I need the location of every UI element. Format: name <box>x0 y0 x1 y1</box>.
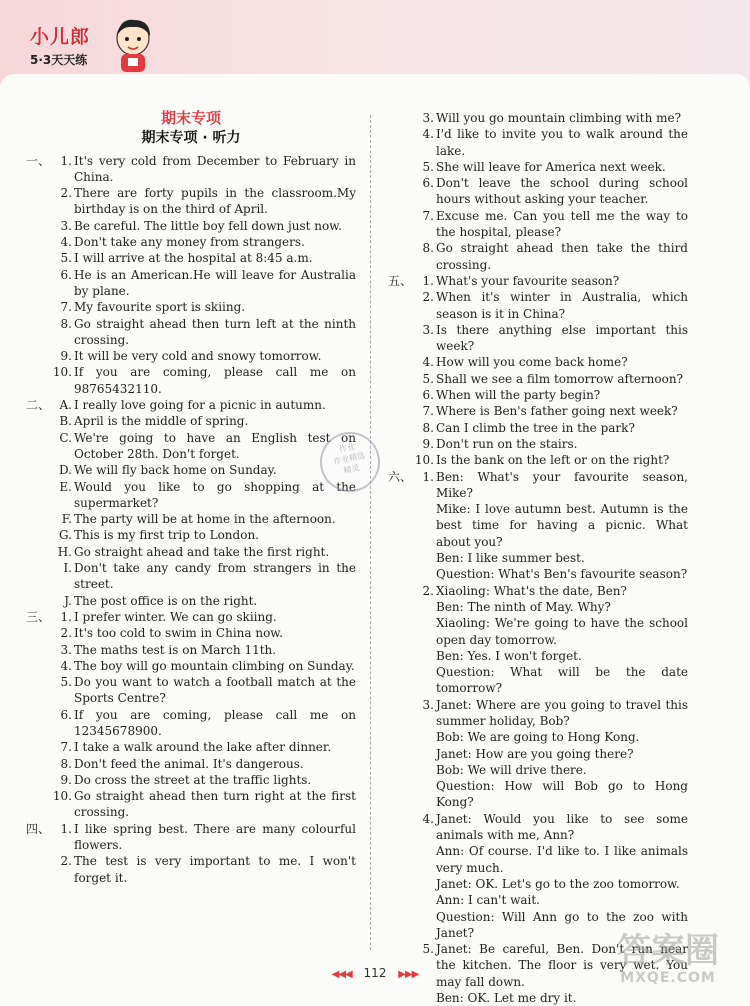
dialog-line: Ann: Of course. I'd like to. I like animals very much. <box>436 844 688 875</box>
list-item <box>50 153 356 186</box>
item-number: 2. <box>422 583 434 598</box>
item-number: 4. <box>60 658 72 673</box>
item-number: C. <box>59 430 72 445</box>
dialog-line: Ann: I can't wait. <box>436 893 540 908</box>
item-number: 4. <box>422 355 434 370</box>
list-item <box>50 853 356 886</box>
brand-subtitle: 5·3天天练 <box>30 53 88 67</box>
section-label: 四、 <box>26 821 51 836</box>
section <box>26 609 356 821</box>
list-item <box>50 234 356 250</box>
item-number: 3. <box>422 111 434 125</box>
item-text: Be careful. The little boy fell down just now. <box>74 218 342 233</box>
item-number: 6. <box>60 267 72 282</box>
item-text: Go straight ahead then turn right at the first crossing. <box>74 789 356 820</box>
item-number: H. <box>57 544 72 559</box>
item-number: F. <box>61 512 72 527</box>
list-item <box>412 289 688 322</box>
list-item <box>50 299 356 315</box>
item-text: We're going to have an English test on October 28th. Don't forget. <box>74 430 356 461</box>
list-item <box>50 511 356 527</box>
dialog-line: Janet: How are you going there? <box>436 746 634 761</box>
item-number: 3. <box>422 697 434 712</box>
item-number: 1. <box>60 609 72 624</box>
item-number: 7. <box>422 208 434 223</box>
item-number: D. <box>58 463 72 478</box>
item-text: Is there anything else important this week? <box>436 322 688 354</box>
dialog-line: Question: What's Ben's favourite season? <box>436 567 688 582</box>
list-item <box>50 397 356 413</box>
dialog-line: Xiaoling: We're going to have the school open day tomorrow. <box>436 616 688 647</box>
list-item <box>50 642 356 658</box>
dialog-line: Question: What will be the date tomorrow? <box>436 665 688 696</box>
section-label: 三、 <box>26 609 51 624</box>
item-text: Is the bank on the left or on the right? <box>436 453 670 468</box>
section-items <box>50 153 356 397</box>
list-item <box>412 208 688 241</box>
list-item <box>50 625 356 641</box>
list-item <box>412 322 688 355</box>
item-number: 10. <box>52 365 72 380</box>
list-item <box>412 387 688 403</box>
item-number: 1. <box>422 469 434 484</box>
dialog-item <box>412 583 688 697</box>
item-number: 4. <box>422 127 434 142</box>
item-number: 1. <box>422 273 434 288</box>
item-number: 8. <box>422 420 434 435</box>
list-item <box>412 403 688 419</box>
list-item <box>50 479 356 512</box>
dialog-line: Bob: We are going to Hong Kong. <box>436 730 640 745</box>
item-text: How will you come back home? <box>436 355 628 370</box>
list-item <box>50 739 356 755</box>
list-item <box>50 544 356 560</box>
item-text: Where is Ben's father going next week? <box>436 404 678 419</box>
item-number: 5. <box>422 371 434 386</box>
item-number: 2. <box>60 854 72 869</box>
list-item <box>50 413 356 429</box>
dialog-line: Janet: Be careful, Ben. Don't run near the kitchen. The floor is very wet. You may fall down. <box>436 942 688 989</box>
list-item <box>50 218 356 234</box>
list-item <box>50 707 356 740</box>
dialog-line: Ben: I like summer best. <box>436 551 585 566</box>
item-number: B. <box>59 414 72 429</box>
dialog-line: Xiaoling: What's the date, Ben? <box>436 583 627 598</box>
list-item <box>412 240 688 273</box>
section <box>388 273 688 469</box>
section <box>26 153 356 397</box>
page-subtitle: 期末专项 · 听力 <box>141 130 241 147</box>
section-label: 一、 <box>26 153 51 168</box>
list-item <box>50 674 356 707</box>
section-items <box>412 110 688 273</box>
item-text: He is an American.He will leave for Australia by plane. <box>74 267 356 298</box>
item-text: I like spring best. There are many colourful flowers. <box>74 821 356 853</box>
item-number: 3. <box>60 218 72 233</box>
item-text: Go straight ahead then take the third crossing. <box>436 241 688 272</box>
item-number: 2. <box>422 290 434 305</box>
item-text: If you are coming, please call me on 12345678900. <box>74 707 356 738</box>
item-text: Don't take any money from strangers. <box>74 235 305 250</box>
list-item <box>412 436 688 452</box>
item-number: I. <box>63 561 72 576</box>
section-items <box>412 273 688 469</box>
list-item <box>50 364 356 397</box>
item-text: Go straight ahead then turn left at the ninth crossing. <box>74 316 356 347</box>
item-number: J. <box>64 593 72 608</box>
page-number: 112 <box>363 966 387 980</box>
stamp-watermark: 作业 作业精选 精灵 <box>314 426 385 497</box>
list-item <box>50 348 356 364</box>
item-number: 1. <box>60 153 72 168</box>
list-item <box>50 267 356 300</box>
item-number: 6. <box>60 707 72 722</box>
item-text: We will fly back home on Sunday. <box>74 463 277 478</box>
item-text: Will you go mountain climbing with me? <box>436 111 682 125</box>
item-text: The party will be at home in the afternoon. <box>74 512 336 527</box>
dialog-line: Question: Will Ann go to the zoo with Janet? <box>436 909 688 940</box>
list-item <box>412 452 688 468</box>
item-text: When will the party begin? <box>436 388 601 403</box>
section <box>388 469 688 1006</box>
dialog-line: Ben: Yes. I won't forget. <box>436 648 582 663</box>
item-number: 3. <box>422 322 434 337</box>
list-item <box>50 430 356 463</box>
item-number: 5. <box>422 159 434 174</box>
item-text: Do cross the street at the traffic lights. <box>74 772 312 787</box>
item-text: I'd like to invite you to walk around the lake. <box>436 127 688 158</box>
item-text: Would you like to go shopping at the supermarket? <box>74 479 356 510</box>
section-items <box>412 469 688 1006</box>
item-number: A. <box>59 398 72 413</box>
dialog-item <box>412 469 688 583</box>
list-item <box>50 658 356 674</box>
list-item <box>412 420 688 436</box>
list-item <box>412 354 688 370</box>
section-label: 二、 <box>26 398 51 413</box>
item-text: I will arrive at the hospital at 8:45 a.m. <box>74 251 313 266</box>
list-item <box>50 185 356 218</box>
section-items <box>50 609 356 821</box>
section <box>388 110 688 273</box>
item-text: The test is very important to me. I won't forget it. <box>74 854 356 885</box>
item-text: This is my first trip to London. <box>74 528 259 543</box>
list-item <box>412 126 688 159</box>
item-text: It's too cold to swim in China now. <box>74 626 283 641</box>
dialog-line: Ben: OK. Let me dry it. <box>436 991 577 1006</box>
item-text: She will leave for America next week. <box>436 159 666 174</box>
dialog-item <box>412 811 688 941</box>
item-text: I take a walk around the lake after dinner. <box>74 740 332 755</box>
item-text: It's very cold from December to February in China. <box>74 153 356 184</box>
dialog-line: Question: How will Bob go to Hong Kong? <box>436 779 688 810</box>
item-text: If you are coming, please call me on 98765432110. <box>74 365 356 396</box>
dialog-line: Bob: We will drive there. <box>436 762 587 777</box>
item-number: 9. <box>60 349 72 364</box>
item-number: 5. <box>60 675 72 690</box>
section-items <box>50 397 356 609</box>
column-divider <box>370 115 371 950</box>
left-column <box>26 110 356 886</box>
dialog-line: Janet: Where are you going to travel this summer holiday, Bob? <box>436 697 688 728</box>
list-item <box>412 159 688 175</box>
item-text: The boy will go mountain climbing on Sunday. <box>74 658 355 673</box>
right-arrows-icon: ▶▶▶ <box>398 969 419 980</box>
brand-logo <box>30 22 90 68</box>
list-item <box>50 821 356 854</box>
item-text: Can I climb the tree in the park? <box>436 420 635 435</box>
dialog-line: Janet: OK. Let's go to the zoo tomorrow. <box>436 876 680 891</box>
item-number: 6. <box>422 176 434 191</box>
item-number: G. <box>59 528 72 543</box>
list-item <box>50 593 356 609</box>
item-number: 8. <box>60 756 72 771</box>
item-text: What's your favourite season? <box>436 273 620 288</box>
item-text: Don't feed the animal. It's dangerous. <box>74 756 304 771</box>
list-item <box>50 609 356 625</box>
list-item <box>50 560 356 593</box>
item-number: 7. <box>60 300 72 315</box>
item-number: 4. <box>422 811 434 826</box>
item-number: 2. <box>60 626 72 641</box>
item-number: 2. <box>60 186 72 201</box>
item-number: 5. <box>422 942 434 957</box>
item-text: April is the middle of spring. <box>74 414 249 429</box>
item-text: It will be very cold and snowy tomorrow. <box>74 349 322 364</box>
section <box>26 821 356 886</box>
item-number: 10. <box>414 453 434 468</box>
item-text: Don't leave the school during school hours without asking your teacher. <box>436 176 688 207</box>
item-number: 6. <box>422 388 434 403</box>
item-text: Do you want to watch a football match at the Sports Centre? <box>74 675 356 706</box>
item-text: I prefer winter. We can go skiing. <box>74 609 277 624</box>
brand-name: 小儿郎 <box>30 26 91 48</box>
section <box>26 397 356 609</box>
item-text: The maths test is on March 11th. <box>74 642 277 657</box>
right-column <box>388 110 688 1006</box>
page-title: 期末专项 <box>160 109 221 127</box>
item-text: Go straight ahead and take the first right. <box>74 544 330 559</box>
list-item <box>50 527 356 543</box>
list-item <box>412 175 688 208</box>
dialog-line: Ben: What's your favourite season, Mike? <box>436 469 688 500</box>
dialog-item <box>412 697 688 811</box>
section-items <box>50 821 356 886</box>
item-text: The post office is on the right. <box>74 593 258 608</box>
item-number: 3. <box>60 642 72 657</box>
list-item <box>50 756 356 772</box>
list-item <box>412 273 688 289</box>
item-number: 9. <box>60 772 72 787</box>
item-number: 7. <box>60 740 72 755</box>
list-item <box>412 110 688 126</box>
item-number: 10. <box>52 789 72 804</box>
item-number: 7. <box>422 404 434 419</box>
item-text: Don't run on the stairs. <box>436 436 578 451</box>
dialog-line: Janet: Would you like to see some animals with me, Ann? <box>436 811 688 843</box>
mascot-icon <box>110 16 156 74</box>
item-number: 9. <box>422 436 434 451</box>
list-item <box>50 772 356 788</box>
list-item <box>50 462 356 478</box>
item-text: My favourite sport is skiing. <box>74 300 246 315</box>
section-label: 六、 <box>388 469 413 484</box>
list-item <box>412 371 688 387</box>
item-text: Excuse me. Can you tell me the way to the hospital, please? <box>436 208 688 240</box>
item-text: I really love going for a picnic in autumn. <box>74 398 326 413</box>
item-number: E. <box>59 479 72 494</box>
item-text: Don't take any candy from strangers in the street. <box>74 561 356 592</box>
item-number: 4. <box>60 235 72 250</box>
item-text: Shall we see a film tomorrow afternoon? <box>436 371 683 386</box>
site-watermark: 答案圈 MXQE.COM <box>617 931 719 986</box>
section-label: 五、 <box>388 273 413 288</box>
item-number: 8. <box>422 241 434 256</box>
dialog-line: Ben: The ninth of May. Why? <box>436 599 611 614</box>
list-item <box>50 788 356 821</box>
item-text: There are forty pupils in the classroom.My birthday is on the third of April. <box>74 186 356 217</box>
item-number: 8. <box>60 316 72 331</box>
list-item <box>50 316 356 349</box>
dialog-line: Mike: I love autumn best. Autumn is the best time for having a picnic. What about you? <box>436 502 688 549</box>
item-number: 1. <box>60 821 72 836</box>
item-number: 5. <box>60 251 72 266</box>
item-text: When it's winter in Australia, which season is it in China? <box>436 290 688 321</box>
list-item <box>50 250 356 266</box>
left-arrows-icon: ◀◀◀ <box>331 969 352 980</box>
